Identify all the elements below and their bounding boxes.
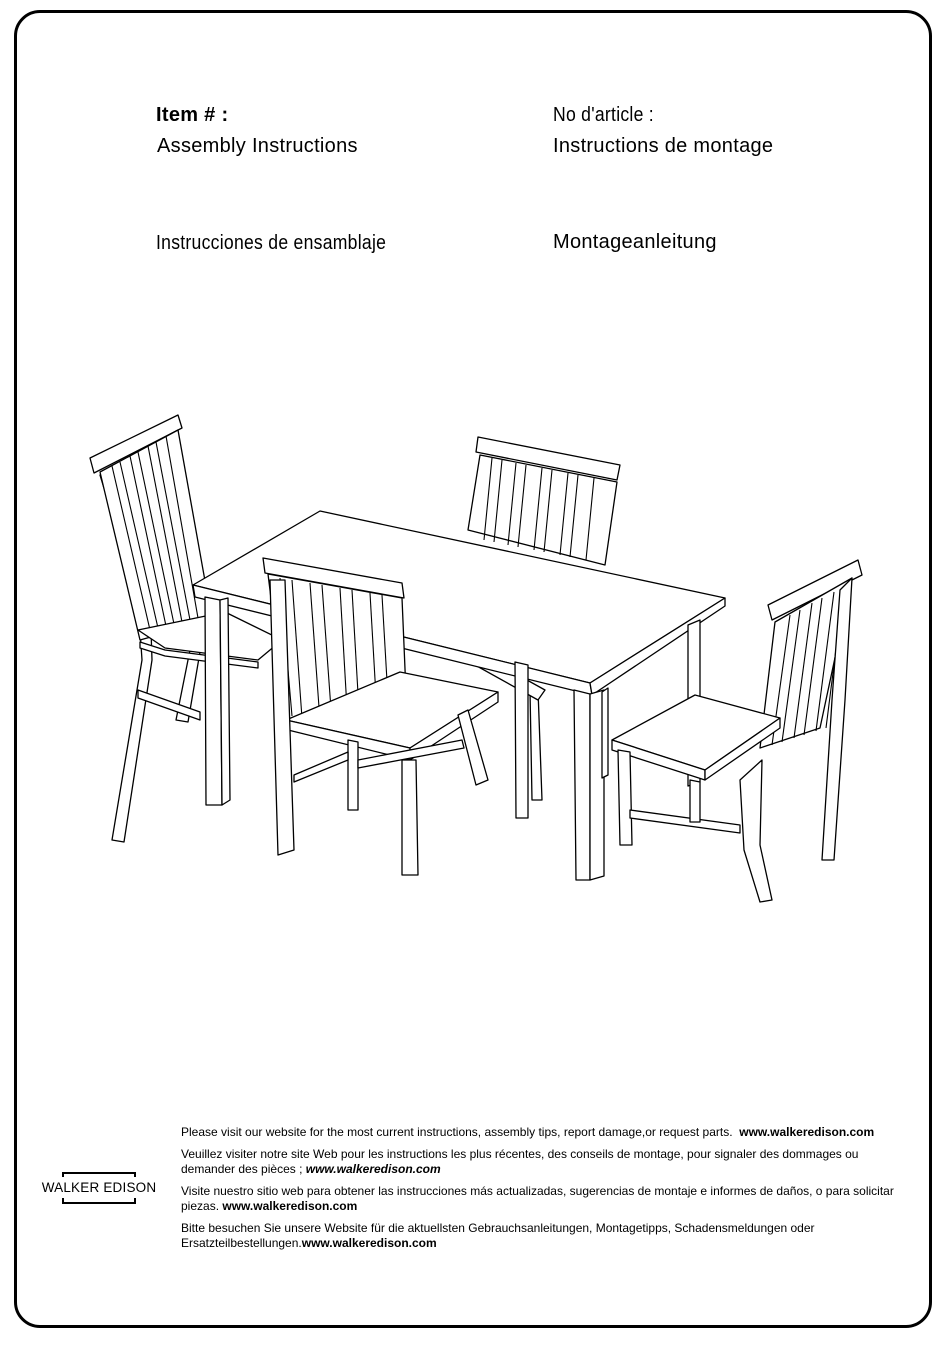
item-number-label-fr: No d'article : [553,104,654,126]
website-link-en[interactable]: www.walkeredison.com [739,1125,875,1139]
logo-top-left-tick [62,1172,64,1177]
website-link-es[interactable]: www.walkeredison.com [222,1199,358,1213]
footer-notes [181,1125,911,1258]
assembly-instructions-fr: Instructions de montage [553,135,774,157]
footer-text-es: Visite nuestro sitio web para obtener las instrucciones más actualizadas, sugerencias de montaje e informes de daños, o para solicitar piezas. [181,1184,894,1213]
logo-top-rule [62,1172,136,1174]
footer-note-en [181,1125,911,1140]
footer-note-de [181,1221,911,1251]
logo-top-right-tick [134,1172,136,1177]
footer-note-fr [181,1147,911,1177]
footer-text-fr: Veuillez visiter notre site Web pour les instructions les plus récentes, des conseils de montage, pour signaler des dommages ou demander des pièces ; [181,1147,859,1176]
logo-bottom-right-tick [134,1198,136,1203]
footer-note-es [181,1184,911,1214]
walker-edison-logo [40,1172,158,1206]
chair-back-left [90,415,282,842]
dining-set-illustration [80,405,870,905]
logo-wordmark: WALKER EDISON [41,1180,157,1195]
website-link-fr[interactable]: www.walkeredison.com [305,1162,441,1176]
assembly-instructions-en: Assembly Instructions [157,135,358,157]
item-number-label: Item # : [156,104,229,126]
logo-bottom-rule [62,1202,136,1204]
footer-text-en: Please visit our website for the most current instructions, assembly tips, report damage,or request parts. [181,1125,733,1139]
assembly-instructions-de: Montageanleitung [553,231,717,253]
assembly-instructions-es: Instrucciones de ensamblaje [156,232,387,254]
logo-bottom-left-tick [62,1198,64,1203]
website-link-de[interactable]: www.walkeredison.com [301,1236,437,1250]
footer-text-de: Bitte besuchen Sie unsere Website für die aktuellsten Gebrauchsanleitungen, Montagetipps, Schadensmeldungen oder Ersatzteilbestellungen. [181,1221,815,1250]
